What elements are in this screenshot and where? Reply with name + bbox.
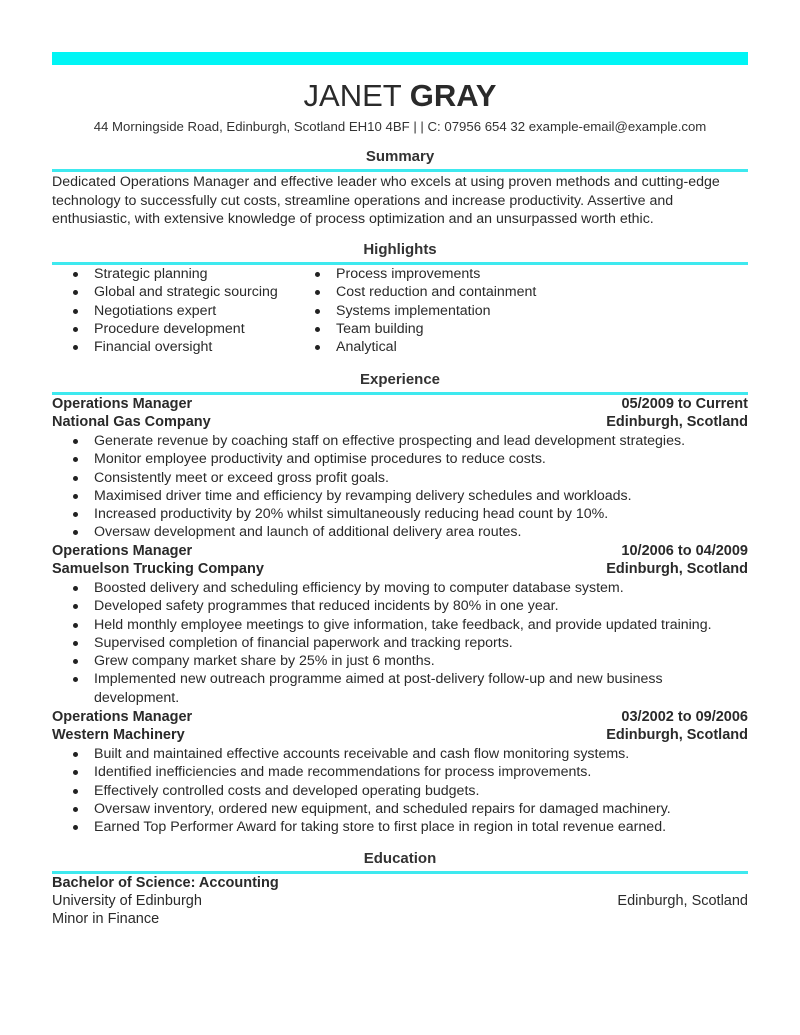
job-title: Operations Manager [52, 543, 193, 559]
job-location: Edinburgh, Scotland [606, 727, 748, 743]
school-name: University of Edinburgh [52, 893, 202, 909]
job-company: Western Machinery [52, 727, 185, 743]
job-bullet: Maximised driver time and efficiency by revamping delivery schedules and workloads. [52, 487, 748, 505]
job-company: Samuelson Trucking Company [52, 561, 264, 577]
job-bullet: Generate revenue by coaching staff on effective prospecting and lead development strategies. [52, 432, 748, 450]
job-header [52, 709, 748, 727]
highlights-heading: Highlights [363, 241, 437, 258]
job-title: Operations Manager [52, 709, 193, 725]
highlight-item: Procedure development [52, 320, 292, 338]
education-heading: Education [363, 850, 437, 867]
job-bullet: Consistently meet or exceed gross profit goals. [52, 469, 748, 487]
experience-divider [52, 392, 748, 395]
summary-line: enthusiastic, with extensive knowledge of process optimization and an unsurpassed worth ethic. [52, 211, 654, 227]
highlight-item: Financial oversight [52, 338, 292, 356]
job-bullet: Monitor employee productivity and optimise procedures to reduce costs. [52, 450, 748, 468]
school-location: Edinburgh, Scotland [617, 893, 748, 909]
highlight-item: Cost reduction and containment [294, 283, 694, 301]
degree [52, 875, 279, 891]
job-dates: 03/2002 to 09/2006 [621, 709, 748, 725]
summary-divider [52, 169, 748, 172]
candidate-name [52, 78, 748, 114]
job-bullets [52, 579, 748, 707]
job-header [52, 543, 748, 561]
job-bullet: Earned Top Performer Award for taking store to first place in region in total revenue earned. [52, 818, 748, 836]
job-dates: 10/2006 to 04/2009 [621, 543, 748, 559]
summary-text [52, 173, 748, 229]
highlight-item: Strategic planning [52, 265, 292, 283]
accent-bar [52, 52, 748, 65]
job-location: Edinburgh, Scotland [606, 414, 748, 430]
degree-name: Bachelor of Science [52, 875, 191, 891]
summary-heading: Summary [365, 148, 435, 165]
highlight-item: Negotiations expert [52, 302, 292, 320]
job-bullet-continuation: development. [94, 689, 180, 706]
job-bullet: Held monthly employee meetings to give information, take feedback, and provide updated training. [52, 616, 748, 634]
job-bullet: Oversaw inventory, ordered new equipment, and scheduled repairs for damaged machinery. [52, 800, 748, 818]
highlights-list-right [294, 265, 694, 356]
job-title: Operations Manager [52, 396, 193, 412]
job-company-row [52, 561, 748, 579]
minor: Minor in Finance [52, 911, 160, 927]
job-dates: 05/2009 to Current [621, 396, 748, 412]
summary-line: Dedicated Operations Manager and effective leader who excels at using proven methods and cutting-edge [52, 174, 720, 190]
job-bullet: Grew company market share by 25% in just 6 months. [52, 652, 748, 670]
job-bullets [52, 432, 748, 542]
education-divider [52, 871, 748, 874]
job-bullet: Effectively controlled costs and developed operating budgets. [52, 782, 748, 800]
highlight-item: Process improvements [294, 265, 694, 283]
highlights-list-left [52, 265, 292, 356]
minor-row [52, 911, 748, 929]
job-bullet: Implemented new outreach programme aimed at post-delivery follow-up and new business [52, 670, 748, 688]
job-bullet: Developed safety programmes that reduced incidents by 80% in one year. [52, 597, 748, 615]
job-bullet: Supervised completion of financial paperwork and tracking reports. [52, 634, 748, 652]
experience-heading: Experience [359, 371, 441, 388]
last-name: GRAY [409, 78, 497, 113]
job-company-row [52, 727, 748, 745]
contact-info: 44 Morningside Road, Edinburgh, Scotland EH10 4BF | | C: 07956 654 32 example-email@example.com [93, 119, 707, 134]
degree-row [52, 875, 748, 893]
highlight-item: Global and strategic sourcing [52, 283, 292, 301]
degree-field: : Accounting [190, 875, 279, 891]
school-row [52, 893, 748, 911]
highlight-item: Team building [294, 320, 694, 338]
job-location: Edinburgh, Scotland [606, 561, 748, 577]
highlight-item: Analytical [294, 338, 694, 356]
job-bullet: Identified inefficiencies and made recommendations for process improvements. [52, 763, 748, 781]
job-bullets [52, 745, 748, 836]
job-company: National Gas Company [52, 414, 211, 430]
job-bullet: Built and maintained effective accounts receivable and cash flow monitoring systems. [52, 745, 748, 763]
job-bullet: Oversaw development and launch of additional delivery area routes. [52, 523, 748, 541]
job-bullet: Increased productivity by 20% whilst simultaneously reducing head count by 10%. [52, 505, 748, 523]
highlight-item: Systems implementation [294, 302, 694, 320]
summary-line: technology to successfully cut costs, streamline operations and increase productivity. Assertive and [52, 192, 674, 209]
first-name: JANET [303, 78, 402, 113]
job-company-row [52, 414, 748, 432]
job-bullet: Boosted delivery and scheduling efficiency by moving to computer database system. [52, 579, 748, 597]
job-header [52, 396, 748, 414]
